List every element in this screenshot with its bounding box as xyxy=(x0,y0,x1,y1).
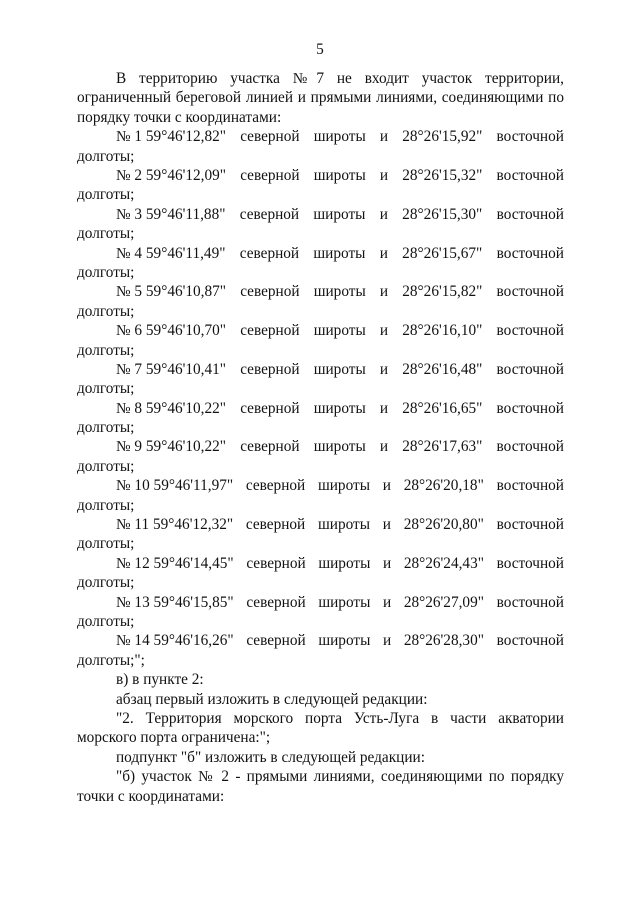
longitude-word: восточной xyxy=(496,205,564,223)
coordinate-point xyxy=(77,205,564,244)
point-label xyxy=(116,554,234,573)
coordinate-line xyxy=(77,166,564,185)
territory-paragraph: "2. Территория морского порта Усть-Луга в части акватории морского порта ограничена:"; xyxy=(77,709,564,747)
coordinate-line xyxy=(77,321,564,340)
latitude-value: 59°46'12,82" xyxy=(145,128,227,146)
conjunction: и xyxy=(383,593,392,611)
coordinate-tail: долготы; xyxy=(77,380,135,398)
coordinate-point xyxy=(77,166,564,205)
latitude-value: 59°46'11,49" xyxy=(145,244,226,262)
latitude-type: широты xyxy=(318,593,371,611)
longitude-value: 28°26'16,48" xyxy=(402,360,483,378)
latitude-value: 59°46'12,32" xyxy=(152,516,234,534)
coordinate-line xyxy=(77,593,564,612)
coordinate-point xyxy=(77,554,564,593)
latitude-type: широты xyxy=(313,167,366,184)
point-label xyxy=(116,399,226,418)
latitude-type: широты xyxy=(317,477,370,495)
latitude-type: широты xyxy=(317,516,371,534)
coordinate-line xyxy=(77,554,564,573)
point-label xyxy=(116,127,226,146)
coordinate-tail: долготы; xyxy=(77,225,135,243)
point-number: № 4 xyxy=(116,244,143,262)
coordinate-tail: долготы; xyxy=(77,263,135,281)
coordinate-tail: долготы; xyxy=(77,341,135,359)
coordinate-tail: долготы; xyxy=(77,147,135,165)
latitude-type: широты xyxy=(313,128,366,146)
point-label xyxy=(116,321,226,340)
coordinate-tail: долготы; xyxy=(77,186,135,204)
latitude-word: северной xyxy=(240,283,300,301)
point-number: № 3 xyxy=(116,205,143,223)
longitude-value: 28°26'20,18" xyxy=(403,477,484,495)
latitude-value: 59°46'10,70" xyxy=(145,322,227,340)
intro-paragraph: В территорию участка №7 не входит участок территории, ограниченный береговой линией и прямыми линиями, соединяющими по порядку точки с координатами: xyxy=(77,70,564,126)
coordinate-tail: долготы; xyxy=(77,496,135,514)
point-label xyxy=(116,166,226,185)
point-number: № 12 xyxy=(116,554,150,572)
coordinate-tail: долготы; xyxy=(77,457,135,475)
coordinate-point xyxy=(77,244,564,283)
conjunction: и xyxy=(383,632,392,650)
longitude-value: 28°26'24,43" xyxy=(403,554,484,572)
coordinate-tail: долготы; xyxy=(77,574,135,592)
coordinate-tail: долготы; xyxy=(77,419,135,437)
longitude-word: восточной xyxy=(496,554,564,572)
coordinate-tail: долготы;"; xyxy=(77,651,145,669)
longitude-word: восточной xyxy=(496,360,564,378)
longitude-word: восточной xyxy=(496,516,564,534)
latitude-type: широты xyxy=(318,554,371,572)
latitude-word: северной xyxy=(240,322,300,340)
point-number: № 14 xyxy=(116,632,150,650)
point-label xyxy=(116,205,225,224)
latitude-value: 59°46'14,45" xyxy=(153,554,234,572)
latitude-type: широты xyxy=(313,205,366,223)
longitude-word: восточной xyxy=(496,244,564,262)
longitude-value: 28°26'17,63" xyxy=(402,438,483,456)
latitude-value: 59°46'15,85" xyxy=(153,593,234,611)
coordinate-point xyxy=(77,321,564,360)
coordinate-line xyxy=(77,127,564,146)
coordinate-tail: долготы; xyxy=(77,535,135,553)
longitude-value: 28°26'20,80" xyxy=(403,516,484,534)
longitude-word: восточной xyxy=(496,399,564,417)
latitude-value: 59°46'10,22" xyxy=(145,438,227,456)
point-label xyxy=(116,437,226,456)
conjunction: и xyxy=(382,516,391,534)
conjunction: и xyxy=(382,477,391,495)
longitude-value: 28°26'28,30" xyxy=(403,632,484,650)
point-label xyxy=(116,360,226,379)
conjunction: и xyxy=(379,205,388,223)
coordinate-point xyxy=(77,360,564,399)
coordinate-line xyxy=(77,476,564,495)
point-number: № 10 xyxy=(116,477,150,495)
longitude-value: 28°26'15,92" xyxy=(402,128,483,146)
document-body xyxy=(77,69,564,806)
longitude-word: восточной xyxy=(496,593,564,611)
latitude-word: северной xyxy=(239,244,300,262)
longitude-value: 28°26'16,10" xyxy=(402,322,483,340)
conjunction: и xyxy=(379,244,388,262)
longitude-value: 28°26'15,32" xyxy=(402,167,483,184)
coordinate-line xyxy=(77,244,564,263)
longitude-value: 28°26'27,09" xyxy=(403,593,484,611)
coordinate-line xyxy=(77,515,564,534)
latitude-value: 59°46'10,87" xyxy=(145,283,227,301)
latitude-word: северной xyxy=(240,128,300,146)
coordinate-line xyxy=(77,282,564,301)
coordinate-line xyxy=(77,437,564,456)
longitude-value: 28°26'15,67" xyxy=(402,244,483,262)
point-number: № 2 xyxy=(116,167,143,184)
point-number: № 1 xyxy=(116,128,143,146)
longitude-word: восточной xyxy=(496,632,564,650)
latitude-value: 59°46'11,88" xyxy=(145,205,226,223)
longitude-word: восточной xyxy=(496,128,564,146)
coordinate-line xyxy=(77,360,564,379)
section-b-paragraph: "б) участок № 2 - прямыми линиями, соединяющими по порядку точки с координатами: xyxy=(77,768,564,805)
point-label xyxy=(116,476,233,495)
conjunction: и xyxy=(379,322,389,340)
longitude-word: восточной xyxy=(496,477,564,495)
longitude-value: 28°26'16,65" xyxy=(402,399,483,417)
latitude-value: 59°46'11,97" xyxy=(153,477,234,495)
latitude-word: северной xyxy=(246,554,306,572)
latitude-type: широты xyxy=(313,399,366,417)
point-number: № 13 xyxy=(116,593,150,611)
latitude-type: широты xyxy=(313,244,366,262)
latitude-word: северной xyxy=(246,632,306,650)
latitude-value: 59°46'10,41" xyxy=(145,360,227,378)
conjunction: и xyxy=(383,554,392,572)
latitude-word: северной xyxy=(240,438,300,456)
coordinate-point xyxy=(77,399,564,438)
longitude-word: восточной xyxy=(496,438,564,456)
coordinate-point xyxy=(77,515,564,554)
longitude-value: 28°26'15,30" xyxy=(402,205,483,223)
conjunction: и xyxy=(379,438,389,456)
latitude-value: 59°46'12,09" xyxy=(145,167,227,184)
latitude-type: широты xyxy=(313,322,366,340)
point-label xyxy=(116,631,234,650)
coordinate-line xyxy=(77,205,564,224)
conjunction: и xyxy=(379,167,389,184)
coordinate-point xyxy=(77,282,564,321)
point-label xyxy=(116,593,234,612)
point-number: № 9 xyxy=(116,438,143,456)
coordinate-point xyxy=(77,593,564,632)
latitude-word: северной xyxy=(245,516,306,534)
subpoint-b-instruction: подпункт "б" изложить в следующей редакции: xyxy=(116,748,425,766)
latitude-word: северной xyxy=(240,167,300,184)
latitude-word: северной xyxy=(239,205,300,223)
latitude-word: северной xyxy=(246,593,306,611)
longitude-value: 28°26'15,82" xyxy=(402,283,483,301)
page-number: 5 xyxy=(316,41,324,58)
coordinate-point xyxy=(77,476,564,515)
conjunction: и xyxy=(379,128,389,146)
latitude-word: северной xyxy=(240,399,300,417)
point-number: № 7 xyxy=(116,360,143,378)
latitude-type: широты xyxy=(313,438,366,456)
longitude-word: восточной xyxy=(496,167,564,184)
point-number: № 5 xyxy=(116,283,143,301)
point-number: № 6 xyxy=(116,322,143,340)
latitude-value: 59°46'10,22" xyxy=(145,399,227,417)
latitude-word: северной xyxy=(240,360,300,378)
latitude-type: широты xyxy=(313,360,366,378)
coordinate-list xyxy=(77,127,564,670)
point-label xyxy=(116,515,233,534)
point-number: № 8 xyxy=(116,399,143,417)
latitude-type: широты xyxy=(318,632,371,650)
latitude-type: широты xyxy=(313,283,366,301)
coordinate-tail: долготы; xyxy=(77,612,135,630)
item-v: в) в пункте 2: xyxy=(116,671,204,689)
latitude-word: северной xyxy=(245,477,306,495)
point-label xyxy=(116,244,225,263)
conjunction: и xyxy=(379,399,389,417)
point-number: № 11 xyxy=(116,516,150,534)
coordinate-point xyxy=(77,631,564,670)
coordinate-line xyxy=(77,399,564,418)
coordinate-line xyxy=(77,631,564,650)
coordinate-tail: долготы; xyxy=(77,302,135,320)
longitude-word: восточной xyxy=(496,322,564,340)
coordinate-point xyxy=(77,437,564,476)
latitude-value: 59°46'16,26" xyxy=(153,632,234,650)
conjunction: и xyxy=(379,283,389,301)
abzac-first-instruction: абзац первый изложить в следующей редакции: xyxy=(116,690,428,708)
coordinate-point xyxy=(77,127,564,166)
point-label xyxy=(116,282,226,301)
conjunction: и xyxy=(379,360,389,378)
longitude-word: восточной xyxy=(496,283,564,301)
